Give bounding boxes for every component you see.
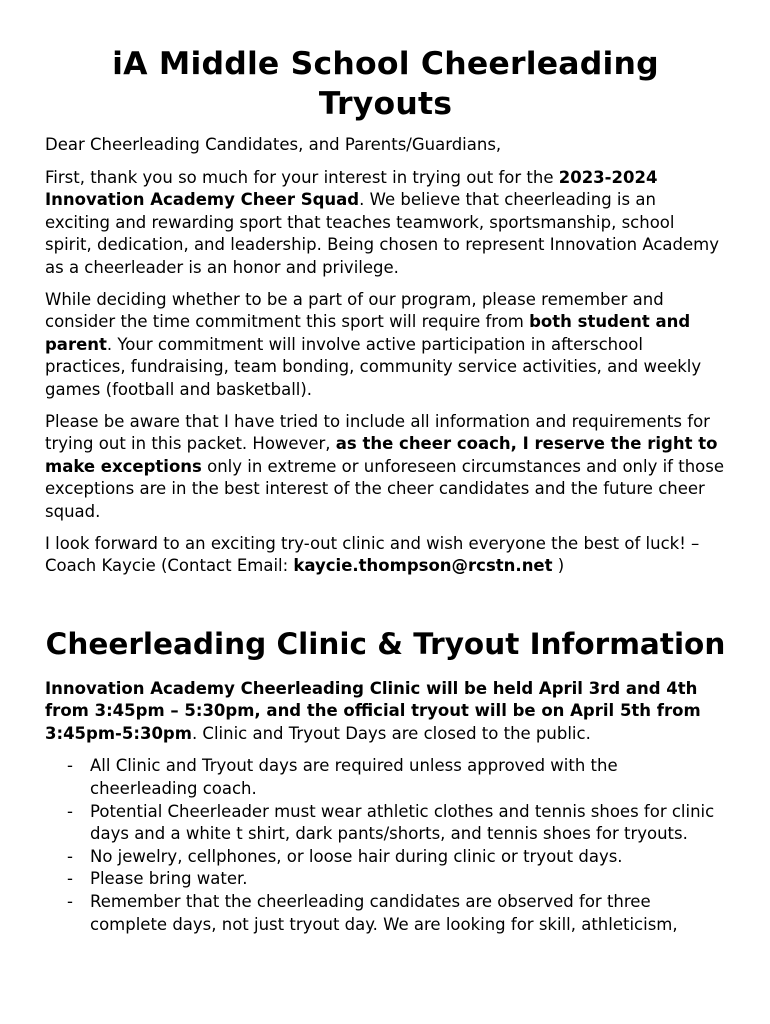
list-bullet: - [67, 846, 73, 866]
paragraph-text: only in extreme or unforeseen circumstances and only if those exceptions are in the best interest of the cheer candidates and the future cheer squad. [45, 456, 725, 521]
list-bullet: - [67, 869, 73, 889]
list-item-text: Potential Cheerleader must wear athletic clothes and tennis shoes for clinic days and a white t shirt, dark pants/shorts, and tennis shoes for tryouts. [90, 801, 715, 844]
list-item-text: All Clinic and Tryout days are required unless approved with the cheerleading coach. [90, 756, 618, 799]
letter-paragraph-closing [45, 533, 726, 578]
paragraph-text: Please be aware that I have tried to include all information and requirements for trying out in this packet. However, [45, 411, 710, 454]
paragraph-text: . We believe that cheerleading is an exciting and rewarding sport that teaches teamwork, sportsmanship, school spirit, dedication, and leadership. Being chosen to represent Innovation Academy as a cheerleader is an honor and privilege. [45, 190, 719, 277]
list-bullet: - [67, 801, 73, 821]
letter-paragraph-exceptions [45, 411, 726, 524]
list-item-text: Remember that the cheerleading candidates are observed for three complete days, not just tryout day. We are looking for skill, athleticism, [90, 892, 678, 934]
section-heading: Cheerleading Clinic & Tryout Information [45, 626, 726, 661]
paragraph-text: ) [552, 556, 565, 576]
list-item [67, 846, 726, 869]
paragraph-text: . Your commitment will involve active participation in afterschool practices, fundraising, team bonding, community service activities, and weekly games (football and basketball). [45, 334, 702, 399]
contact-email[interactable]: kaycie.thompson@rcstn.net [293, 556, 553, 576]
letter-paragraph-intro [45, 167, 726, 280]
paragraph-text: While deciding whether to be a part of our program, please remember and consider the time commitment this sport will require from [45, 289, 664, 332]
paragraph-text: I look forward to an exciting try-out clinic and wish everyone the best of luck! – Coach Kaycie (Contact Email: [45, 533, 700, 576]
clinic-schedule-emphasis: Innovation Academy Cheerleading Clinic will be held April 3rd and 4th from 3:45pm – 5:30pm, and the official tryout will be on April 5th from 3:45pm-5:30pm [45, 678, 701, 743]
list-item-text: Please bring water. [90, 869, 248, 889]
requirements-list [45, 755, 726, 936]
letter-salutation: Dear Cheerleading Candidates, and Parents/Guardians, [45, 135, 502, 154]
list-item [67, 755, 726, 800]
list-bullet: - [67, 892, 73, 912]
paragraph-text: First, thank you so much for your interest in trying out for the [45, 167, 559, 187]
exceptions-emphasis: as the cheer coach, I reserve the right to make exceptions [45, 434, 718, 476]
list-item-text: No jewelry, cellphones, or loose hair during clinic or tryout days. [90, 846, 623, 866]
list-item [67, 801, 726, 846]
list-item [67, 891, 726, 936]
letter-paragraph-commitment [45, 289, 726, 402]
clinic-schedule-paragraph [45, 678, 726, 746]
student-parent-emphasis: both student and parent [45, 312, 691, 354]
list-bullet: - [67, 756, 73, 776]
list-item [67, 868, 726, 891]
document-title: iA Middle School Cheerleading Tryouts [112, 46, 659, 122]
squad-name-emphasis: 2023-2024 Innovation Academy Cheer Squad [45, 167, 658, 210]
paragraph-text: . Clinic and Tryout Days are closed to the public. [191, 723, 591, 743]
